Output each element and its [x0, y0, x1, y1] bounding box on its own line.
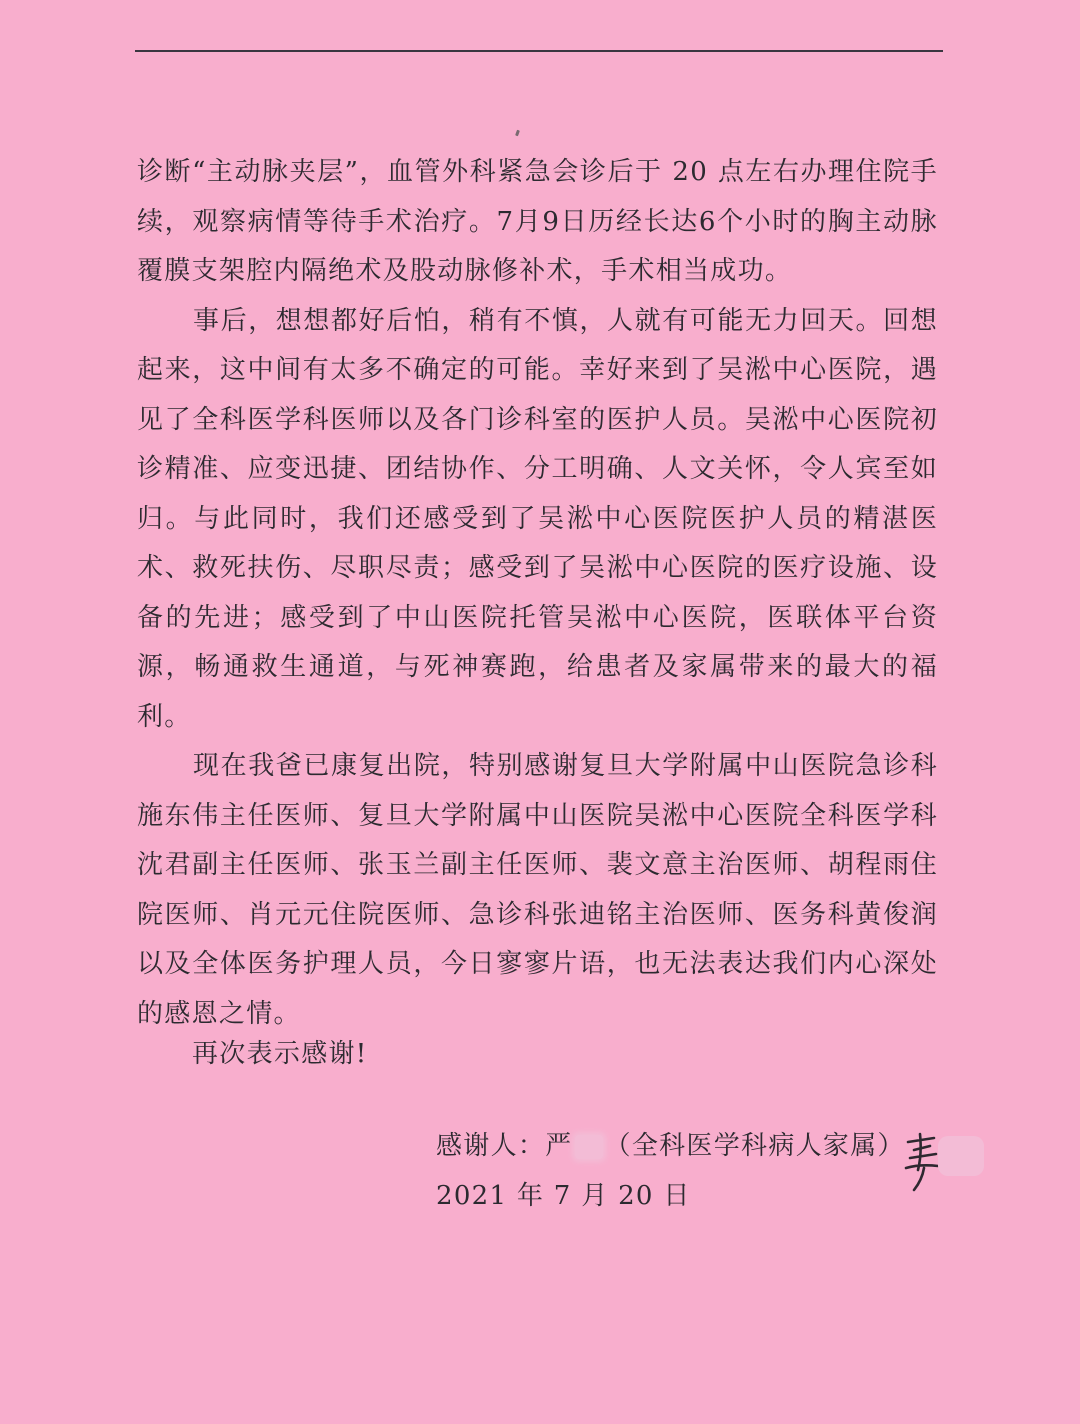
- letter-date: 2021 年 7 月 20 日: [436, 1181, 691, 1211]
- signoff-label: 感谢人：严: [436, 1131, 573, 1161]
- paper-speck: [515, 130, 520, 137]
- paragraph-3: 现在我爸已康复出院，特别感谢复旦大学附属中山医院急诊科施东伟主任医师、复旦大学附属中山医院吴淞中心医院全科医学科沈君副主任医师、张玉兰副主任医师、裴文意主治医师、胡程雨住院医师、肖元元住院医师、急诊科张迪铭主治医师、医务科黄俊润以及全体医务护理人员，今日寥寥片语，也无法表达我们内心深处的感恩之情。: [137, 751, 938, 1029]
- handwritten-signature: [900, 1124, 990, 1194]
- header-rule: [135, 50, 943, 52]
- closing-line: 再次表示感谢!: [192, 1039, 368, 1069]
- signoff-line: [436, 1122, 905, 1170]
- letter-body: [137, 148, 938, 1039]
- redacted-name: [575, 1135, 603, 1159]
- paragraph-1: 诊断“主动脉夹层”，血管外科紧急会诊后于 20 点左右办理住院手续，观察病情等待手术治疗。7月9日历经长达6个小时的胸主动脉覆膜支架腔内隔绝术及股动脉修补术，手术相当成功。: [137, 157, 938, 286]
- paragraph-2: 事后，想想都好后怕，稍有不慎，人就有可能无力回天。回想起来，这中间有太多不确定的可能。幸好来到了吴淞中心医院，遇见了全科医学科医师以及各门诊科室的医护人员。吴淞中心医院初诊精准、应变迅捷、团结协作、分工明确、人文关怀，令人宾至如归。与此同时，我们还感受到了吴淞中心医院医护人员的精湛医术、救死扶伤、尽职尽责；感受到了吴淞中心医院的医疗设施、设备的先进；感受到了中山医院托管吴淞中心医院，医联体平台资源，畅通救生通道，与死神赛跑，给患者及家属带来的最大的福利。: [137, 305, 938, 732]
- signoff-relation: （全科医学科病人家属）: [604, 1131, 905, 1161]
